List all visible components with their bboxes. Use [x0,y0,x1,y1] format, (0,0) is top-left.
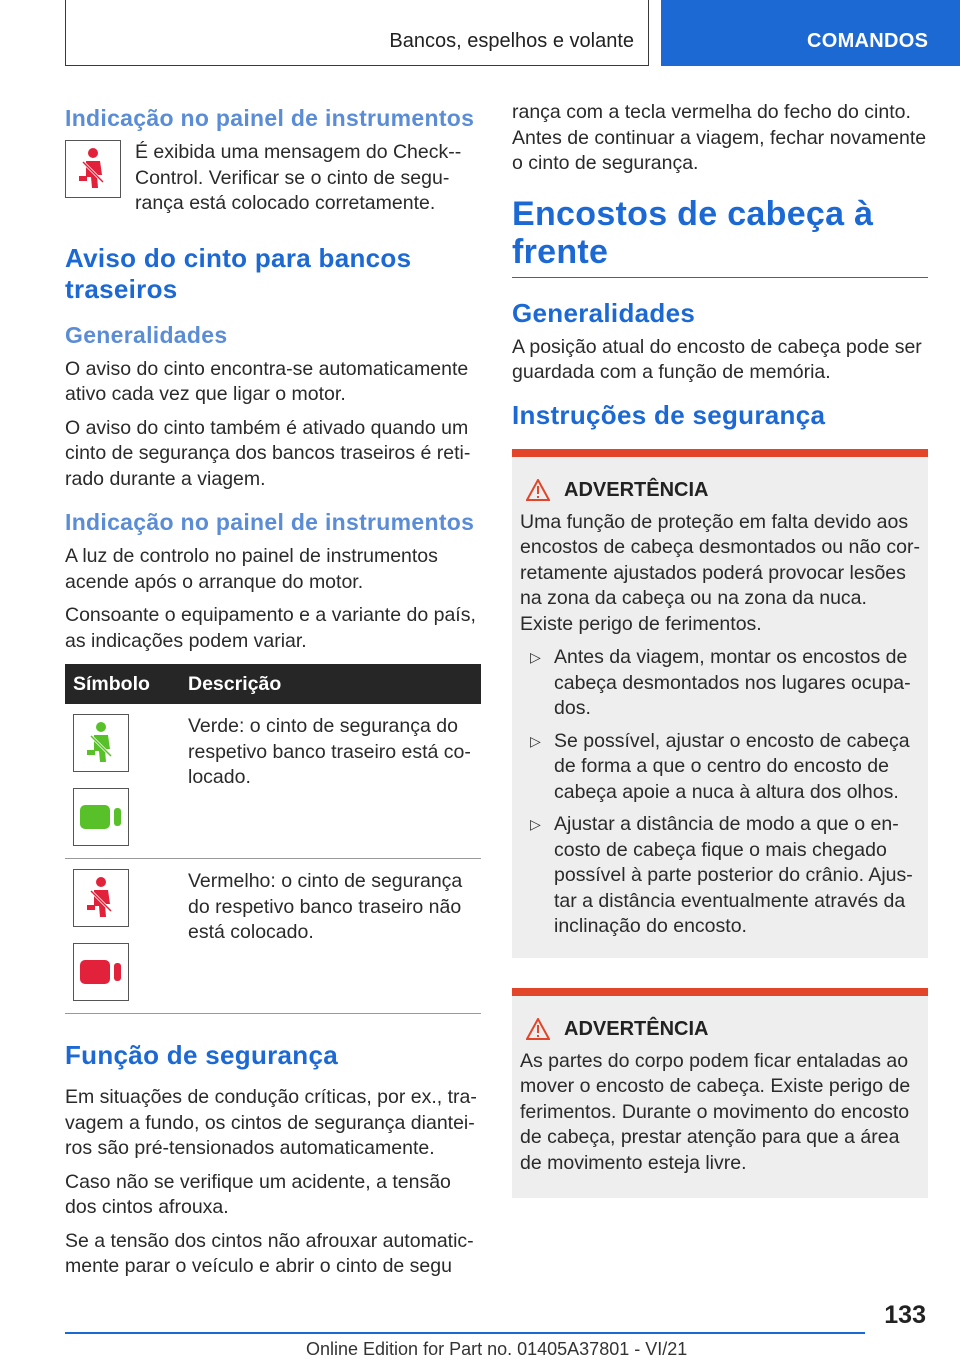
warning-text: As partes do corpo podem ficar entaladas ao mover o encosto de cabeça. Existe perigo de ferimentos. Durante o movimento do encosto de cabeça, prestar atenção para que a área de movimento esteja livre. [520,1049,911,1174]
warning-box-pinching [512,988,928,1199]
header-chapter-tab[interactable] [661,0,960,66]
paragraph-control-light: A luz de controlo no painel de instrumentos acende após o arranque do motor. [65,545,438,593]
heading-instrument-indication-1: Indicação no painel de instrumentos [65,105,475,131]
heading-safety-instructions: Instruções de segurança [512,399,826,430]
right-column [512,100,928,1228]
paragraph-general-2: O aviso do cinto também é ativado quando um cinto de segurança dos bancos traseiros é retirado durante a viagem. [65,416,471,490]
header-section-box [65,0,649,66]
table-cell-symbols [65,704,180,859]
heading-general-right: Generalidades [512,297,696,328]
paragraph-tension-release: Caso não se verifique um acidente, a tensão dos cintos afrouxa. [65,1170,451,1218]
rear-seat-green-indicator-icon [73,788,129,846]
seatbelt-message-row [65,140,481,217]
triangle-bullet-icon: ▷ [530,816,541,832]
paragraph-stop-vehicle: Se a tensão dos cintos não afrouxar automaticmente parar o veículo e abrir o cinto de segu [65,1229,474,1277]
warning-triangle-icon [526,1018,550,1040]
list-item: ▷ Ajustar a distância de modo a que o encosto de cabeça fique o mais chegado possível à parte posterior do crânio. Ajustar a distância eventualmente através da inclinação do encosto. [520,812,920,940]
seatbelt-warning-red-icon [65,140,121,198]
symbol-table [65,664,481,1014]
warning-title-text: ADVERTÊNCIA [564,478,709,501]
table-cell-green-description: Verde: o cinto de segurança do respetivo banco traseiro está colocado. [180,704,481,859]
paragraph-check-control: É exibida uma mensagem do Check-Control. Verificar se o cinto de segurança está colocado corretamente. [135,141,462,214]
paragraph-pretension: Em situações de condução críticas, por ex., travagem a fundo, os cintos de segurança dianteiros são pré-tensionados automaticamente. [65,1086,477,1159]
heading-instrument-indication-2: Indicação no painel de instrumentos [65,509,475,535]
triangle-bullet-icon: ▷ [530,649,541,665]
footer-edition-text: Online Edition for Part no. 01405A37801 - VI/21 [306,1339,688,1359]
triangle-bullet-icon: ▷ [530,732,541,749]
heading-front-headrests: Encostos de cabeça à frente [512,195,928,278]
left-column [65,100,481,1288]
table-row [65,704,481,859]
paragraph-variants: Consoante o equipamento e a variante do país, as indicações podem variar. [65,604,476,652]
warning-text: Uma função de proteção em falta devido aos encostos de cabeça desmontados ou não corretamente ajustados poderá provocar lesões na zona da cabeça ou na zona da nuca. Existe perigo de ferimentos. [520,510,921,635]
warning-title-text: ADVERTÊNCIA [564,1017,709,1040]
table-header-description: Descrição [180,664,481,704]
table-cell-red-description: Vermelho: o cinto de segurança do respetivo banco traseiro não está colocado. [180,859,481,1014]
warning-title [520,1018,920,1041]
warning-triangle-icon [526,479,550,501]
seatbelt-fastened-green-icon [73,714,129,772]
heading-general-left: Generalidades [65,321,228,348]
table-header-symbol: Símbolo [65,664,180,704]
paragraph-memory-function: A posição atual do encosto de cabeça pode ser guardada com a função de memória. [512,335,922,383]
heading-safety-function: Função de segurança [65,1040,338,1070]
warning-bullet-list [520,645,920,940]
heading-rear-belt-warning: Aviso do cinto para bancos traseiros [65,242,412,304]
header-section-title: Bancos, espelhos e volante [389,30,634,52]
table-cell-symbols [65,859,180,1014]
paragraph-continued: rança com a tecla vermelha do fecho do cinto. Antes de continuar a viagem, fechar novamente o cinto de segurança. [512,101,927,174]
list-item: ▷ Se possível, ajustar o encosto de cabeça de forma a que o centro do encosto de cabeça apoie a nuca à altura dos olhos. [520,729,920,806]
footer-divider [65,1332,865,1334]
list-item: ▷ Antes da viagem, montar os encostos de cabeça desmontados nos lugares ocupados. [520,645,920,722]
rear-seat-red-indicator-icon [73,943,129,1001]
seatbelt-unfastened-red-icon [73,869,129,927]
warning-box-headrest [512,449,928,958]
paragraph-general-1: O aviso do cinto encontra-se automaticamente ativo cada vez que ligar o motor. [65,357,469,405]
page-number: 133 [884,1301,926,1329]
table-row [65,859,481,1014]
warning-title [520,479,920,502]
header-chapter-title: COMANDOS [807,30,929,52]
